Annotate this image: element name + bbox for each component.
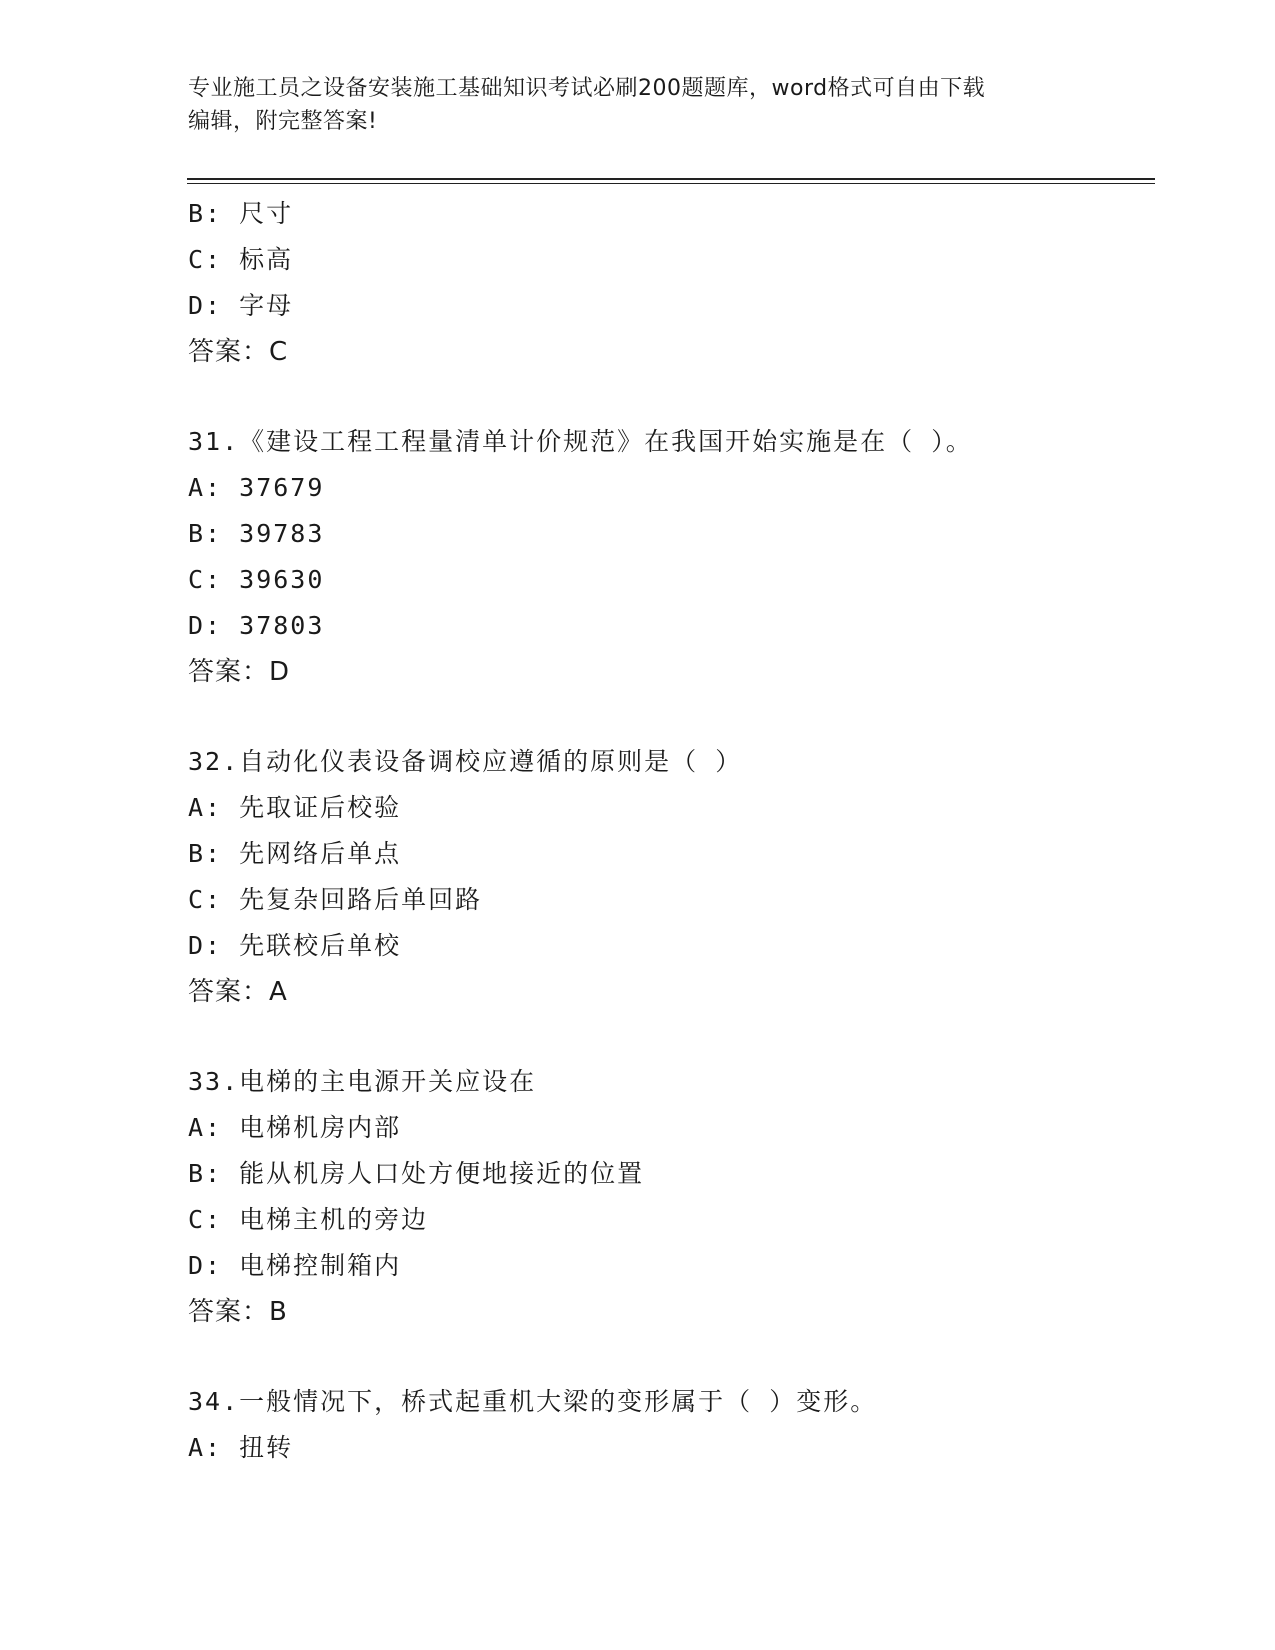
option-d: D: 先联校后单校 xyxy=(188,931,402,960)
question-stem: 31.《建设工程工程量清单计价规范》在我国开始实施是在（ ）。 xyxy=(188,427,973,456)
option-d: D: 字母 xyxy=(188,291,294,320)
option-d: D: 电梯控制箱内 xyxy=(188,1251,402,1280)
option-a: A: 37679 xyxy=(188,473,325,502)
option-c: C: 先复杂回路后单回路 xyxy=(188,885,483,914)
question-list xyxy=(188,191,1148,1471)
option-b: B: 尺寸 xyxy=(188,199,294,228)
question-block-continued xyxy=(188,191,1148,375)
option-d: D: 37803 xyxy=(188,611,325,640)
answer-line: 答案：A xyxy=(188,977,288,1007)
question-stem: 33.电梯的主电源开关应设在 xyxy=(188,1067,537,1096)
option-b: B: 先网络后单点 xyxy=(188,839,402,868)
option-b: B: 39783 xyxy=(188,519,325,548)
question-stem: 32.自动化仪表设备调校应遵循的原则是（ ） xyxy=(188,747,743,776)
answer-line: 答案：D xyxy=(188,657,291,687)
option-a: A: 先取证后校验 xyxy=(188,793,402,822)
option-c: C: 39630 xyxy=(188,565,325,594)
option-c: C: 电梯主机的旁边 xyxy=(188,1205,429,1234)
question-block-33 xyxy=(188,1059,1148,1335)
question-block-34 xyxy=(188,1379,1148,1471)
answer-line: 答案：C xyxy=(188,337,289,367)
question-block-32 xyxy=(188,739,1148,1015)
header-rule-thick xyxy=(187,178,1155,180)
option-c: C: 标高 xyxy=(188,245,294,274)
answer-line: 答案：B xyxy=(188,1297,288,1327)
option-a: A: 扭转 xyxy=(188,1433,294,1462)
question-stem: 34.一般情况下，桥式起重机大梁的变形属于（ ）变形。 xyxy=(188,1387,878,1416)
header-rule-thin xyxy=(187,183,1155,184)
question-block-31 xyxy=(188,419,1148,695)
header-line-1: 专业施工员之设备安装施工基础知识考试必刷200题题库，word格式可自由下载 xyxy=(188,76,986,101)
option-b: B: 能从机房人口处方便地接近的位置 xyxy=(188,1159,645,1188)
page-header xyxy=(188,72,1088,138)
header-line-2: 编辑，附完整答案! xyxy=(188,109,378,134)
option-a: A: 电梯机房内部 xyxy=(188,1113,402,1142)
